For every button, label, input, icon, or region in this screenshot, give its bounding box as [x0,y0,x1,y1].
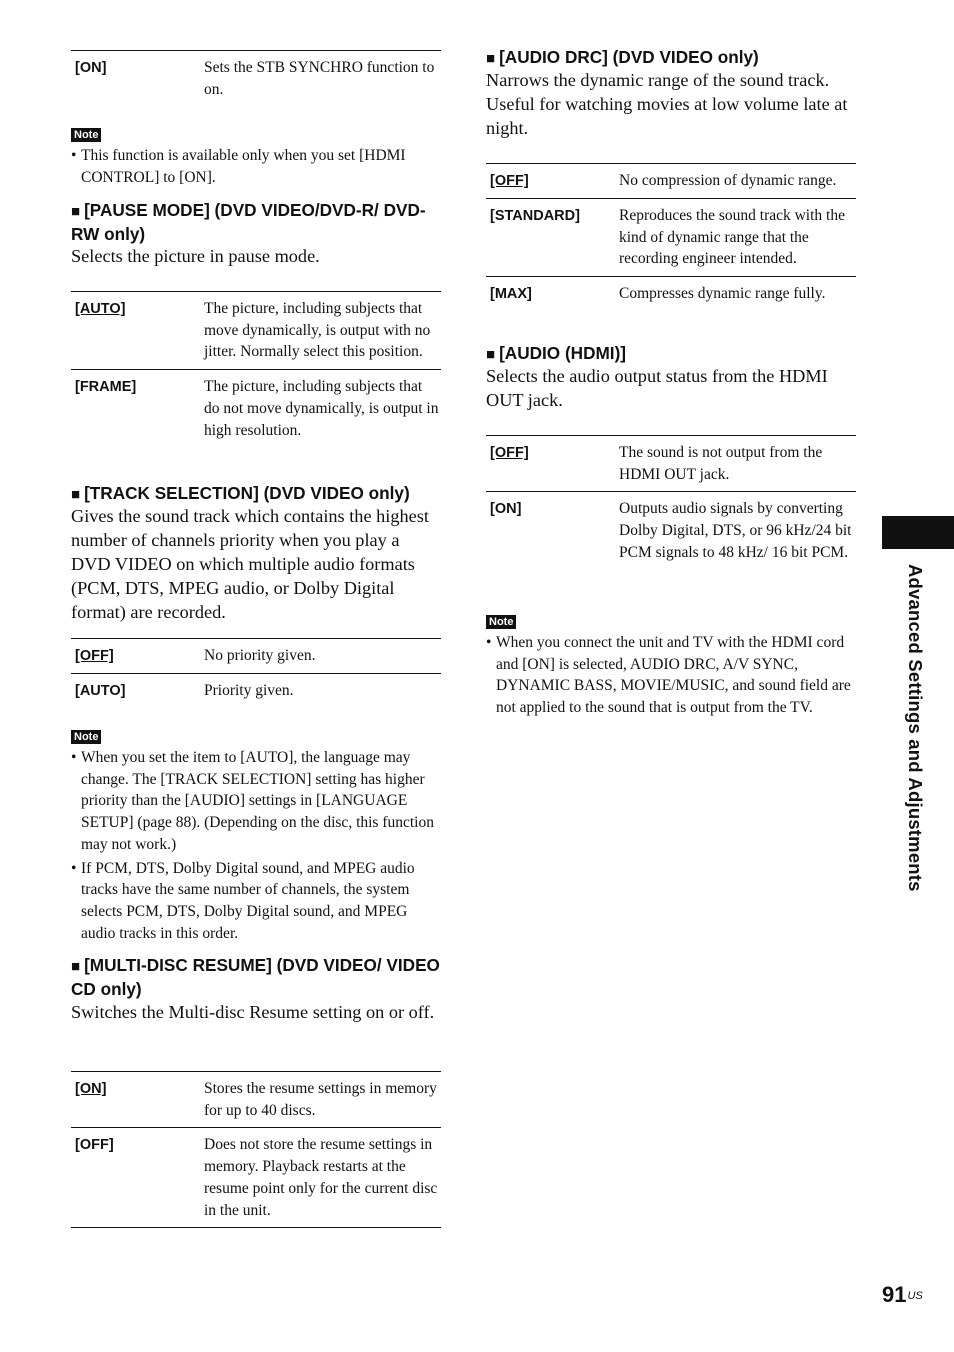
option-key: [OFF] [75,648,114,664]
option-row [486,277,856,312]
note-list [71,145,443,190]
track-selection-table [71,638,441,708]
option-row [71,1072,441,1128]
pause-mode-table [71,291,441,447]
track-selection-heading: ■ [TRACK SELECTION] (DVD VIDEO only) [71,483,410,503]
option-row [486,492,856,570]
option-row [486,199,856,277]
note-item: • If PCM, DTS, Dolby Digital sound, and MPEG audio tracks have the same number of channels, the system selects PCM, DTS, Dolby Digital sound, and MPEG audio tracks in this order. [71,858,443,945]
note-badge: Note [71,128,101,142]
option-description: Stores the resume settings in memory for up to 40 discs. [204,1080,437,1119]
audio-hdmi-heading: ■ [AUDIO (HDMI)] [486,343,627,363]
pause-mode-heading: ■ [PAUSE MODE] (DVD VIDEO/DVD-R/ DVD-RW only) [71,200,426,244]
audio-drc-heading: ■ [AUDIO DRC] (DVD VIDEO only) [486,47,759,67]
note-item: • When you connect the unit and TV with the HDMI cord and [ON] is selected, AUDIO DRC, A/V SYNC, DYNAMIC BASS, MOVIE/MUSIC, and sound field are not applied to the sound that is output from the TV. [486,632,858,719]
section-tab-marker [882,516,954,549]
option-row [71,1128,441,1228]
option-row [71,674,441,709]
audio-hdmi-description: Selects the audio output status from the HDMI OUT jack. [486,366,828,410]
note-list [71,747,443,946]
option-key: [OFF] [75,1137,114,1154]
option-row [486,164,856,199]
option-description: The picture, including subjects that do not move dynamically, is output in high resolution. [204,378,439,439]
note-item: • This function is available only when you set [HDMI CONTROL] to [ON]. [71,145,443,188]
note-badge: Note [486,615,516,629]
option-description: Outputs audio signals by converting Dolby Digital, DTS, or 96 kHz/24 bit PCM signals to 48 kHz/ 16 bit PCM. [619,500,852,561]
option-description: Compresses dynamic range fully. [619,285,826,303]
option-key: [ON] [75,60,107,76]
option-description: No compression of dynamic range. [619,172,837,189]
option-key: [OFF] [490,445,529,461]
option-key: [OFF] [490,173,529,189]
option-key: [FRAME] [75,379,137,396]
option-row [71,292,441,370]
option-key: [STANDARD] [490,208,580,224]
option-row [486,436,856,492]
option-row [71,51,441,107]
option-description: Does not store the resume settings in memory. Playback restarts at the resume point only for the current disc in the unit. [204,1136,438,1219]
option-row [71,639,441,674]
audio-hdmi-table [486,435,856,570]
note-item: • When you set the item to [AUTO], the language may change. The [TRACK SELECTION] setting has higher priority than the [AUDIO] settings in [LANGUAGE SETUP] (page 88). (Depending on the disc, this function may not work.) [71,747,443,856]
multi-disc-resume-heading: ■ [MULTI-DISC RESUME] (DVD VIDEO/ VIDEO CD only) [71,955,440,999]
section-side-label: Advanced Settings and Adjustments [905,564,926,892]
option-row [71,370,441,448]
audio-drc-table [486,163,856,311]
audio-drc-description: Narrows the dynamic range of the sound track. Useful for watching movies at low volume late at night. [486,70,848,138]
note-list [486,632,858,721]
option-key: [AUTO] [75,301,126,317]
option-description: The sound is not output from the HDMI OUT jack. [619,444,823,483]
stb-synchro-table [71,50,441,106]
option-key: [ON] [490,501,522,518]
option-key: [MAX] [490,286,532,303]
option-description: The picture, including subjects that move dynamically, is output with no jitter. Normally select this position. [204,300,431,361]
multi-disc-resume-table [71,1071,441,1228]
multi-disc-resume-description: Switches the Multi-disc Resume setting on or off. [71,1002,435,1022]
option-description: Reproduces the sound track with the kind of dynamic range that the recording engineer intended. [619,207,845,268]
option-key: [ON] [75,1081,107,1097]
pause-mode-description: Selects the picture in pause mode. [71,246,320,266]
track-selection-description: Gives the sound track which contains the highest number of channels priority when you play a DVD VIDEO on which multiple audio formats (PCM, DTS, MPEG audio, or Dolby Digital format) are recorded. [71,506,429,622]
page-number: $91^{US}$ [882,1282,923,1307]
note-badge: Note [71,730,101,744]
option-key: [AUTO] [75,683,126,699]
option-description: Sets the STB SYNCHRO function to on. [204,59,435,98]
option-description: No priority given. [204,647,316,664]
option-description: Priority given. [204,682,294,699]
